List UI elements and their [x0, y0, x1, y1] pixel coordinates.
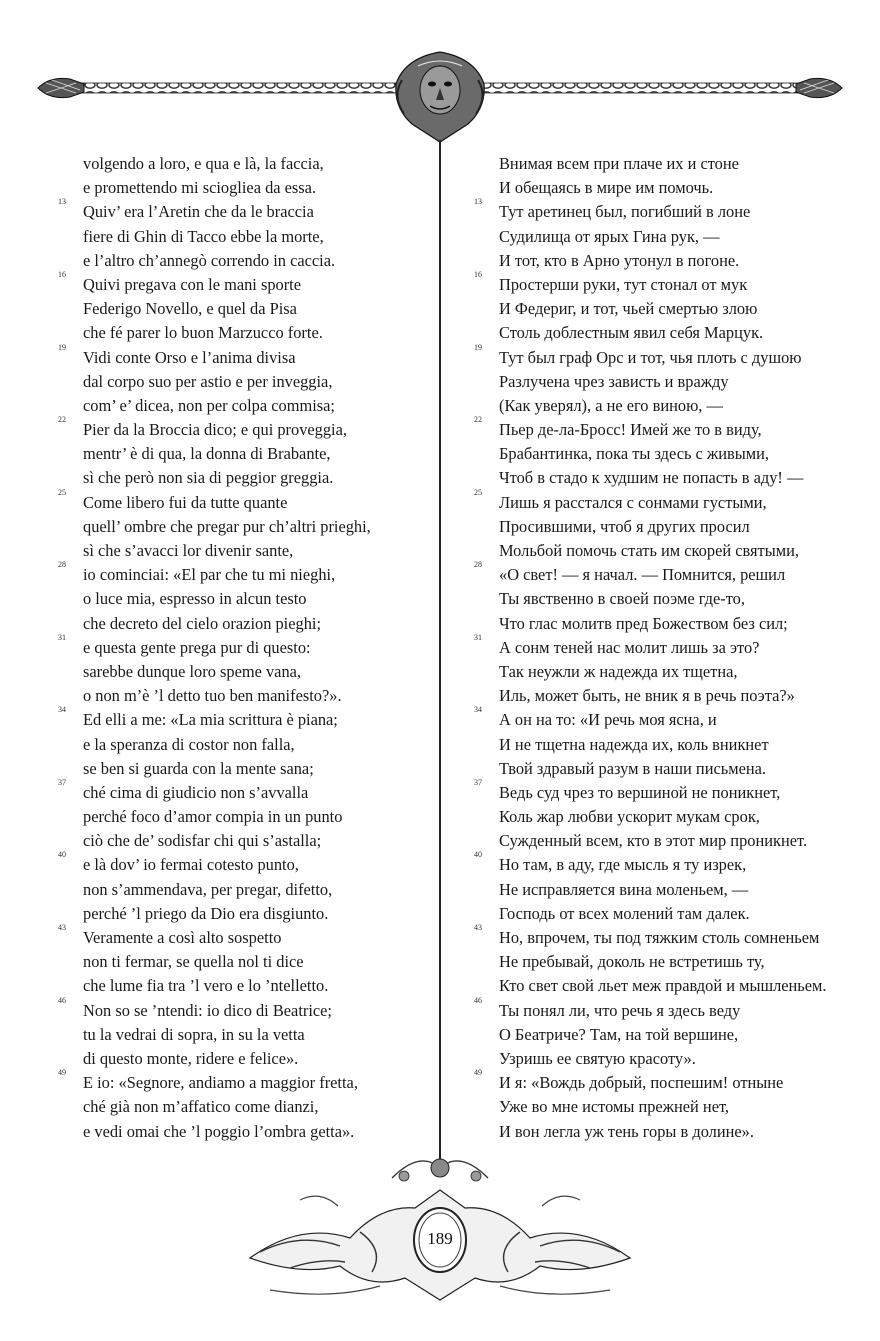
verse-text: Иль, может быть, не вник я в речь поэта?»	[499, 686, 795, 706]
italian-verse-line	[52, 878, 424, 902]
verse-text: (Как уверял), а не его виною, —	[499, 395, 723, 415]
italian-verse-line	[52, 487, 424, 515]
russian-verse-line	[468, 297, 840, 321]
italian-verse-line	[52, 249, 424, 273]
italian-verse-line	[52, 850, 424, 877]
verse-text: И не тщетна надежда их, коль вникнет	[499, 734, 769, 754]
verse-text: Брабантинка, пока ты здесь с живыми,	[499, 444, 769, 464]
verse-number: 13	[474, 197, 482, 207]
verse-number: 40	[58, 850, 66, 860]
verse-text: Не исправляется вина моленьем, —	[499, 879, 749, 899]
verse-number: 28	[58, 560, 66, 570]
verse-text: Ты понял ли, что речь я здесь веду	[499, 1000, 741, 1020]
verse-number: 34	[474, 705, 482, 715]
verse-text: e promettendo mi sciogliea da essa.	[83, 178, 317, 198]
russian-verse-line	[468, 878, 840, 902]
verse-number: 22	[58, 415, 66, 425]
verse-text: Pier da la Broccia dico; e qui proveggia,	[83, 420, 347, 440]
verse-text: Господь от всех молений там далек.	[499, 903, 750, 923]
italian-verse-line	[52, 950, 424, 974]
verse-number: 25	[474, 487, 482, 497]
italian-column	[52, 152, 424, 1144]
verse-text: «О свет! — я начал. — Помнится, решил	[499, 565, 786, 585]
verse-text: E io: «Segnore, andiamo a maggior fretta,	[83, 1073, 358, 1093]
verse-text: Что глас молитв пред Божеством без сил;	[499, 613, 788, 633]
italian-verse-line	[52, 632, 424, 660]
russian-verse-line	[468, 152, 840, 176]
verse-number: 19	[58, 342, 66, 352]
russian-verse-line	[468, 466, 840, 490]
verse-text: Quiv’ era l’Aretin che da le braccia	[83, 202, 314, 222]
russian-verse-line	[468, 269, 840, 297]
italian-verse-line	[52, 539, 424, 563]
verse-number: 22	[474, 415, 482, 425]
verse-text: di questo monte, ridere e felice».	[83, 1048, 299, 1068]
verse-text: Кто свет свой льет меж правдой и мышленьем.	[499, 976, 827, 996]
verse-text: Узришь ее святую красоту».	[499, 1048, 696, 1068]
verse-text: Судилища от ярых Гина рук, —	[499, 226, 720, 246]
italian-verse-line	[52, 415, 424, 442]
russian-verse-line	[468, 249, 840, 273]
verse-text: sarebbe dunque loro speme vana,	[83, 661, 302, 681]
italian-verse-line	[52, 1068, 424, 1095]
verse-text: И обещаясь в мире им помочь.	[499, 178, 714, 198]
verse-text: Просившими, чтоб я других просил	[499, 516, 750, 536]
verse-text: И я: «Вождь добрый, поспешим! отныне	[499, 1073, 784, 1093]
italian-verse-line	[52, 342, 424, 370]
verse-text: А он на то: «И речь моя ясна, и	[499, 710, 717, 730]
lion-mask-icon	[396, 52, 484, 142]
verse-text: che lume fia tra ’l vero e lo ’ntelletto.	[83, 976, 329, 996]
italian-verse-line	[52, 176, 424, 200]
verse-text: com’ e’ dicea, non per colpa commisa;	[83, 395, 335, 415]
italian-verse-line	[52, 705, 424, 732]
verse-number: 34	[58, 705, 66, 715]
verse-text: sì che però non sia di peggior greggia.	[83, 468, 334, 488]
verse-text: e vedi omai che ’l poggio l’ombra getta».	[83, 1121, 355, 1141]
verse-text: Quivi pregava con le mani sporte	[83, 274, 302, 294]
verse-number: 13	[58, 197, 66, 207]
russian-verse-line	[468, 1120, 840, 1144]
russian-verse-line	[468, 1023, 840, 1047]
verse-text: perché foco d’amor compia in un punto	[83, 807, 343, 827]
russian-verse-line	[468, 705, 840, 732]
russian-verse-line	[468, 560, 840, 587]
italian-verse-line	[52, 974, 424, 998]
verse-text: Ed elli a me: «La mia scrittura è piana;	[83, 710, 338, 730]
verse-text: ciò che de’ sodisfar chi qui s’astalla;	[83, 831, 322, 851]
verse-text: quell’ ombre che pregar pur ch’altri prieghi,	[83, 516, 371, 536]
verse-text: volgendo a loro, e qua e là, la faccia,	[83, 154, 324, 173]
verse-number: 43	[58, 923, 66, 932]
verse-text: sì che s’avacci lor divenir sante,	[83, 541, 294, 560]
verse-text: perché ’l priego da Dio era disgiunto.	[83, 903, 329, 923]
verse-text: non s’ammendava, per pregar, difetto,	[83, 879, 333, 899]
verse-text: Не пребывай, доколь не встретишь ту,	[499, 952, 765, 972]
verse-text: И тот, кто в Арно утонул в погоне.	[499, 250, 740, 270]
verse-number: 40	[474, 850, 482, 860]
verse-text: Ведь суд чрез то вершиной не поникнет,	[499, 782, 781, 802]
italian-verse-line	[52, 297, 424, 321]
verse-text: dal corpo suo per astio e per inveggia,	[83, 371, 333, 391]
russian-verse-line	[468, 660, 840, 684]
verse-text: e la speranza di costor non falla,	[83, 734, 295, 754]
verse-number: 16	[474, 269, 482, 279]
verse-text: Veramente a così alto sospetto	[83, 928, 282, 947]
italian-verse-line	[52, 1047, 424, 1071]
russian-verse-line	[468, 829, 840, 853]
verse-text: se ben si guarda con la mente sana;	[83, 758, 314, 778]
russian-verse-line	[468, 733, 840, 757]
italian-verse-line	[52, 370, 424, 394]
verse-number: 37	[58, 777, 66, 787]
verse-text: Чтоб в стадо к худшим не попасть в аду! —	[499, 468, 804, 488]
verse-text: Come libero fui da tutte quante	[83, 492, 288, 512]
italian-verse-line	[52, 777, 424, 805]
italian-verse-line	[52, 587, 424, 611]
italian-verse-line	[52, 1023, 424, 1047]
russian-verse-line	[468, 850, 840, 877]
russian-verse-line	[468, 487, 840, 515]
russian-verse-line	[468, 539, 840, 563]
russian-verse-line	[468, 321, 840, 345]
verse-number: 37	[474, 777, 482, 787]
italian-verse-line	[52, 995, 424, 1023]
russian-verse-line	[468, 342, 840, 370]
verse-text: Vidi conte Orso e l’anima divisa	[83, 347, 296, 367]
verse-text: o luce mia, espresso in alcun testo	[83, 589, 307, 609]
russian-verse-line	[468, 995, 840, 1023]
verse-text: Лишь я расстался с сонмами густыми,	[499, 492, 767, 512]
italian-verse-line	[52, 829, 424, 853]
russian-verse-line	[468, 587, 840, 611]
italian-verse-line	[52, 442, 424, 466]
verse-text: О Беатриче? Там, на той вершине,	[499, 1024, 739, 1044]
russian-verse-line	[468, 225, 840, 249]
italian-verse-line	[52, 684, 424, 708]
verse-text: che decreto del cielo orazion pieghi;	[83, 613, 322, 633]
russian-verse-line	[468, 923, 840, 950]
verse-number: 28	[474, 560, 482, 570]
russian-verse-line	[468, 632, 840, 660]
verse-text: non ti fermar, se quella nol ti dice	[83, 952, 304, 972]
italian-verse-line	[52, 269, 424, 297]
verse-text: Тут был граф Орс и тот, чья плоть с душою	[499, 347, 802, 367]
russian-verse-line	[468, 415, 840, 442]
verse-number: 25	[58, 487, 66, 497]
verse-text: Federigo Novello, e quel da Pisa	[83, 299, 297, 319]
verse-text: fiere di Ghin di Tacco ebbe la morte,	[83, 226, 324, 246]
italian-verse-line	[52, 612, 424, 636]
russian-verse-line	[468, 442, 840, 466]
italian-verse-line	[52, 225, 424, 249]
verse-text: che fé parer lo buon Marzucco forte.	[83, 323, 323, 343]
left-finial-icon	[38, 78, 84, 97]
russian-verse-line	[468, 777, 840, 805]
verse-text: o non m’è ’l detto tuo ben manifesto?».	[83, 686, 342, 706]
russian-verse-line	[468, 394, 840, 418]
verse-text: А сонм теней нас молит лишь за это?	[499, 637, 760, 657]
italian-verse-line	[52, 902, 424, 926]
italian-verse-line	[52, 466, 424, 490]
verse-number: 49	[474, 1068, 482, 1078]
verse-text: Внимая всем при плаче их и стоне	[499, 154, 739, 173]
verse-number: 16	[58, 269, 66, 279]
page-number: 189	[427, 1229, 453, 1248]
verse-number: 49	[58, 1068, 66, 1078]
verse-text: mentr’ è di qua, la donna di Brabante,	[83, 444, 331, 464]
italian-verse-line	[52, 197, 424, 224]
verse-text: io cominciai: «El par che tu mi nieghi,	[83, 565, 336, 585]
verse-text: И Федериг, и тот, чьей смертью злою	[499, 299, 758, 319]
russian-verse-line	[468, 684, 840, 708]
verse-text: Non so se ’ntendi: io dico di Beatrice;	[83, 1000, 332, 1020]
russian-verse-line	[468, 176, 840, 200]
russian-verse-line	[468, 805, 840, 829]
italian-verse-line	[52, 757, 424, 781]
verse-number: 43	[474, 923, 482, 932]
verse-number: 46	[58, 995, 66, 1005]
verse-text: Но там, в аду, где мысль я ту изрек,	[499, 855, 747, 875]
russian-verse-line	[468, 1047, 840, 1071]
italian-verse-line	[52, 805, 424, 829]
verse-text: Простерши руки, тут стонал от мук	[499, 274, 748, 294]
russian-verse-line	[468, 1068, 840, 1095]
italian-verse-line	[52, 1120, 424, 1144]
verse-text: Столь доблестным явил себя Марцук.	[499, 323, 764, 343]
russian-verse-line	[468, 1095, 840, 1119]
verse-text: Тут аретинец был, погибший в лоне	[499, 202, 751, 222]
verse-text: Твой здравый разум в наши письмена.	[499, 758, 767, 778]
russian-verse-line	[468, 974, 840, 998]
italian-verse-line	[52, 515, 424, 539]
verse-text: e questa gente prega pur di questo:	[83, 637, 311, 657]
italian-verse-line	[52, 923, 424, 950]
verse-text: ché cima di giudicio non s’avvalla	[83, 782, 309, 802]
verse-text: Так неужли ж надежда их тщетна,	[499, 661, 738, 681]
verse-number: 31	[474, 632, 482, 642]
italian-verse-line	[52, 660, 424, 684]
verse-text: ché già non m’affatico come dianzi,	[83, 1097, 319, 1117]
italian-verse-line	[52, 733, 424, 757]
verse-number: 19	[474, 342, 482, 352]
verse-text: Мольбой помочь стать им скорей святыми,	[499, 541, 799, 560]
russian-verse-line	[468, 902, 840, 926]
verse-text: Разлучена чрез зависть и вражду	[499, 371, 729, 391]
russian-verse-line	[468, 612, 840, 636]
right-finial-icon	[796, 78, 842, 97]
verse-text: Пьер де-ла-Бросс! Имей же то в виду,	[499, 420, 762, 440]
russian-verse-line	[468, 950, 840, 974]
italian-verse-line	[52, 321, 424, 345]
italian-verse-line	[52, 560, 424, 587]
verse-text: Сужденный всем, кто в этот мир проникнет.	[499, 831, 808, 851]
italian-verse-line	[52, 394, 424, 418]
russian-column	[468, 152, 840, 1144]
verse-number: 31	[58, 632, 66, 642]
verse-text: Ты явственно в своей поэме где-то,	[499, 589, 745, 609]
verse-text: e l’altro ch’annegò correndo in caccia.	[83, 250, 336, 270]
verse-text: Но, впрочем, ты под тяжким столь сомненьем	[499, 928, 820, 947]
italian-verse-line	[52, 152, 424, 176]
verse-text: e là dov’ io fermai cotesto punto,	[83, 855, 299, 875]
verse-text: Уже во мне истомы прежней нет,	[499, 1097, 729, 1117]
russian-verse-line	[468, 757, 840, 781]
russian-verse-line	[468, 515, 840, 539]
russian-verse-line	[468, 197, 840, 224]
italian-verse-line	[52, 1095, 424, 1119]
russian-verse-line	[468, 370, 840, 394]
verse-text: Коль жар любви ускорит мукам срок,	[499, 807, 760, 827]
verse-number: 46	[474, 995, 482, 1005]
verse-text: И вон легла уж тень горы в долине».	[499, 1121, 754, 1141]
verse-text: tu la vedrai di sopra, in su la vetta	[83, 1024, 305, 1044]
